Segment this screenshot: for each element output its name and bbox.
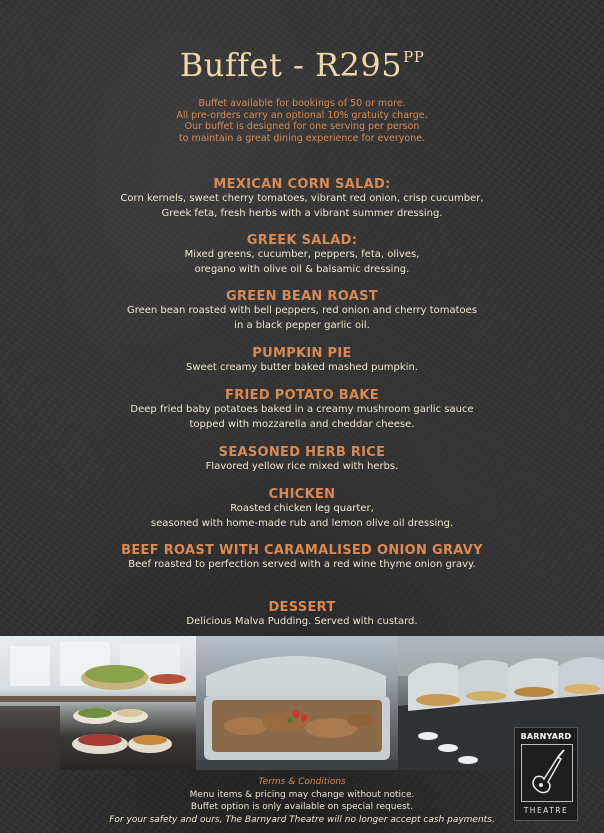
menu-item-name: MEXICAN CORN SALAD: [213, 177, 391, 192]
menu-item-mexican-corn-salad [0, 177, 604, 221]
menu-item-desc: Sweet creamy butter baked mashed pumpkin. [186, 362, 418, 373]
menu-item-name: BEEF ROAST WITH CARAMALISED ONION GRAVY [121, 543, 483, 558]
menu-item-name: GREEN BEAN ROAST [226, 289, 378, 304]
menu-item-name: FRIED POTATO BAKE [225, 388, 379, 403]
page-title [0, 46, 604, 84]
menu-item-name: SEASONED HERB RICE [218, 445, 386, 460]
terms-title: Terms & Conditions [258, 777, 346, 787]
terms-line: Menu items & pricing may change without notice. [189, 789, 415, 800]
buffet-photo-salad-table [0, 636, 196, 770]
menu-item-desc: Deep fried baby potatoes baked in a creamy mushroom garlic sauce [130, 404, 474, 415]
buffet-photo-chafing-dish-art [196, 636, 398, 770]
menu-item-desc: Roasted chicken leg quarter, [230, 503, 374, 514]
menu-item-desc: oregano with olive oil & balsamic dressing. [194, 263, 410, 275]
menu-item-desc: Green bean roasted with bell peppers, red onion and cherry tomatoes [126, 305, 478, 316]
menu-item-dessert [0, 600, 604, 630]
logo-top-text: BARNYARD [520, 732, 572, 741]
menu-item-name: GREEK SALAD: [246, 233, 358, 248]
menu-item-desc: Flavored yellow rice mixed with herbs. [205, 461, 399, 472]
intro-line: Our buffet is designed for one serving per person [184, 121, 420, 132]
menu-item-desc: in a black pepper garlic oil. [234, 319, 370, 331]
menu-item-greek-salad [0, 233, 604, 277]
menu-item-green-bean-roast [0, 289, 604, 333]
intro-line: Buffet available for bookings of 50 or more. [198, 98, 406, 109]
menu-item-name: CHICKEN [268, 487, 336, 502]
logo-bottom-text: THEATRE [523, 806, 569, 815]
buffet-photo-chafing-dish [196, 636, 398, 770]
intro-text [0, 98, 604, 144]
menu-item-desc: Beef roasted to perfection served with a red wine thyme onion gravy. [128, 559, 476, 570]
menu-item-desc: Greek feta, fresh herbs with a vibrant summer dressing. [161, 207, 443, 219]
intro-line: to maintain a great dining experience for everyone. [178, 132, 426, 144]
menu-item-desc: topped with mozzarella and cheddar cheese. [189, 418, 415, 430]
menu-item-desc: Mixed greens, cucumber, peppers, feta, olives, [184, 249, 420, 260]
title-text: Buffet - R295 [179, 46, 403, 84]
menu-item-desc: Corn kernels, sweet cherry tomatoes, vibrant red onion, crisp cucumber, [120, 193, 484, 204]
menu-item-name: DESSERT [268, 600, 336, 615]
title-per-person: PP [403, 48, 425, 66]
menu-item-name: PUMPKIN PIE [252, 346, 352, 361]
menu-item-beef-roast [0, 543, 604, 573]
menu-item-fried-potato-bake [0, 388, 604, 432]
menu-item-desc: Delicious Malva Pudding. Served with custard. [186, 616, 418, 627]
menu-item-pumpkin-pie [0, 346, 604, 376]
terms-line: Buffet option is only available on special request. [190, 802, 414, 812]
buffet-photo-salad-table-art [0, 636, 196, 770]
menu-item-seasoned-herb-rice [0, 445, 604, 475]
terms-section [0, 776, 604, 826]
intro-line: All pre-orders carry an optional 10% gratuity charge. [176, 109, 428, 121]
terms-line: For your safety and ours, The Barnyard Theatre will no longer accept cash payments. [109, 814, 495, 825]
menu-item-chicken [0, 487, 604, 531]
menu-item-desc: seasoned with home-made rub and lemon olive oil dressing. [150, 517, 454, 529]
